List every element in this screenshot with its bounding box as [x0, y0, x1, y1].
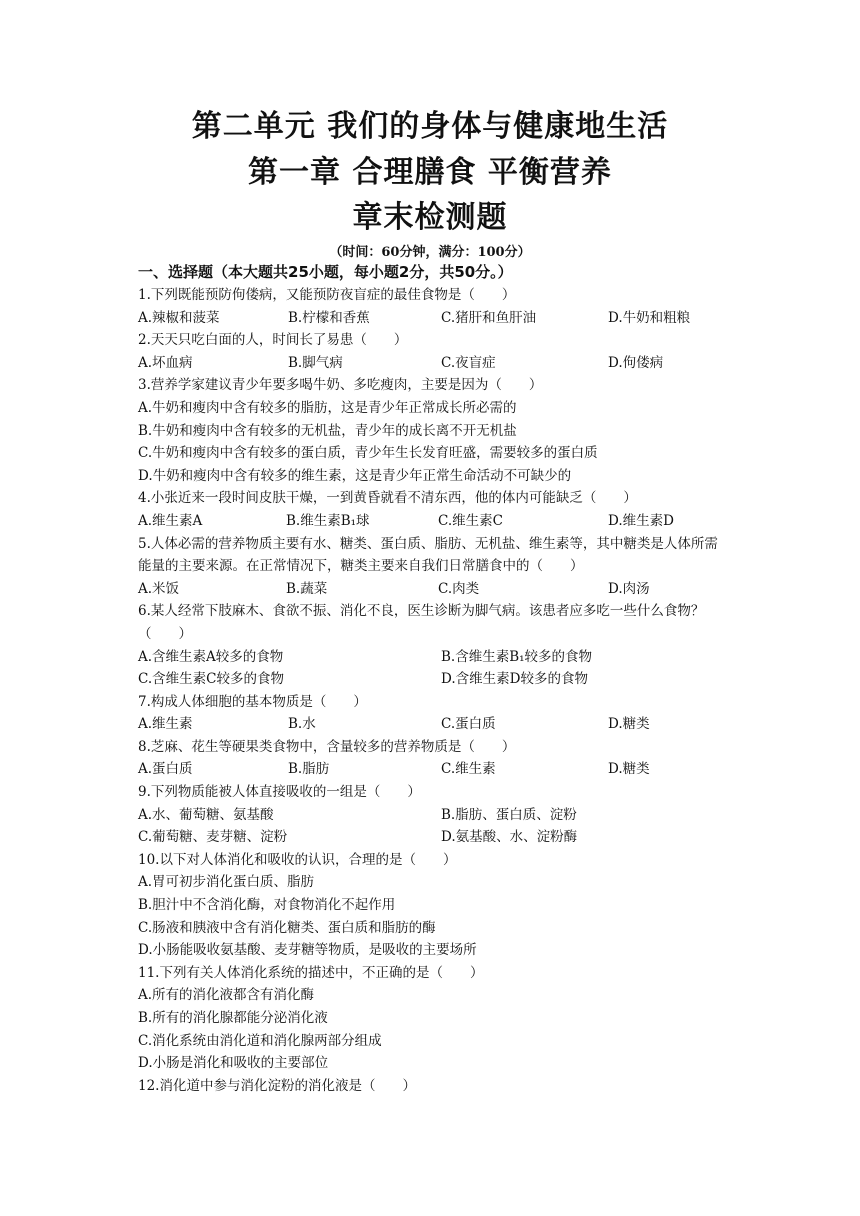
question-12: 12.消化道中参与消化淀粉的消化液是（ ） — [138, 1077, 416, 1094]
unit-title: 第二单元 我们的身体与健康地生活 — [191, 109, 669, 144]
options-row — [138, 646, 728, 669]
option-d: D.维生素D — [608, 512, 674, 529]
option-a: A.所有的消化液都含有消化酶 — [138, 987, 315, 1004]
option-c: C.肠液和胰液中含有消化糖类、蛋白质和脂肪的酶 — [138, 919, 436, 936]
options-row — [138, 804, 728, 827]
option-d: D.牛奶和粗粮 — [608, 309, 691, 326]
option-a: A.辣椒和菠菜 — [138, 309, 220, 326]
option-a: A.蛋白质 — [138, 761, 193, 778]
question-4: 4.小张近来一段时间皮肤干燥，一到黄昏就看不清东西，他的体内可能缺乏（ ） — [138, 490, 637, 507]
option-a: A.水、葡萄糖、氨基酸 — [138, 806, 274, 823]
option-d: D.小肠是消化和吸收的主要部位 — [138, 1055, 329, 1072]
options-row — [138, 510, 728, 533]
option-c: C.维生素C — [438, 512, 503, 529]
option-b: B.脚气病 — [288, 354, 343, 371]
option-d: D.含维生素D较多的食物 — [441, 671, 588, 688]
option-c: C.葡萄糖、麦芽糖、淀粉 — [138, 829, 288, 846]
option-d: D.糖类 — [608, 716, 650, 733]
options-row — [138, 307, 728, 330]
option-c: C.夜盲症 — [441, 354, 496, 371]
option-b: B.柠檬和香蕉 — [288, 309, 370, 326]
option-c: C.消化系统由消化道和消化腺两部分组成 — [138, 1032, 382, 1049]
question-7: 7.构成人体细胞的基本物质是（ ） — [138, 693, 367, 710]
option-b: B.水 — [288, 716, 316, 733]
option-a: A.含维生素A较多的食物 — [138, 648, 284, 665]
options-row — [138, 352, 728, 375]
question-6: 6.某人经常下肢麻木、食欲不振、消化不良，医生诊断为脚气病。该患者应多吃一些什么食物？（ ） — [138, 603, 705, 642]
option-b: B.脂肪、蛋白质、淀粉 — [441, 806, 577, 823]
question-1: 1.下列既能预防佝偻病，又能预防夜盲症的最佳食物是（ ） — [138, 287, 516, 303]
question-5: 5.人体必需的营养物质主要有水、糖类、蛋白质、脂肪、无机盐、维生素等，其中糖类是人体所需能量的主要来源。在正常情况下，糖类主要来自我们日常膳食中的（ ） — [138, 535, 718, 575]
option-a: A.维生素A — [138, 512, 203, 529]
exam-meta: （时间：60分钟，满分：100分） — [329, 245, 531, 260]
option-b: B.所有的消化腺都能分泌消化液 — [138, 1010, 328, 1026]
option-a: A.胃可初步消化蛋白质、脂肪 — [138, 874, 315, 891]
question-2: 2.天天只吃白面的人，时间长了易患（ ） — [138, 332, 408, 349]
option-d: D.氨基酸、水、淀粉酶 — [441, 829, 578, 846]
option-d: D.糖类 — [608, 761, 650, 778]
option-b: B.维生素B₁球 — [286, 512, 370, 529]
option-b: B.蔬菜 — [286, 580, 328, 597]
options-row — [138, 668, 728, 691]
option-d: D.牛奶和瘦肉中含有较多的维生素，这是青少年正常生命活动不可缺少的 — [138, 467, 572, 484]
options-row — [138, 758, 728, 781]
option-c: C.维生素 — [441, 761, 496, 778]
option-a: A.维生素 — [138, 716, 193, 733]
options-row — [138, 578, 728, 601]
test-title: 章末检测题 — [352, 200, 508, 235]
chapter-title: 第一章 合理膳食 平衡营养 — [248, 155, 612, 190]
option-a: A.牛奶和瘦肉中含有较多的脂肪，这是青少年正常成长所必需的 — [138, 399, 517, 416]
option-b: B.脂肪 — [288, 761, 330, 778]
option-c: C.蛋白质 — [441, 716, 496, 733]
option-d: D.佝偻病 — [608, 354, 664, 371]
options-row — [138, 826, 728, 849]
option-c: C.牛奶和瘦肉中含有较多的蛋白质，青少年生长发育旺盛，需要较多的蛋白质 — [138, 445, 598, 462]
option-d: D.肉汤 — [608, 580, 650, 597]
question-8: 8.芝麻、花生等硬果类食物中，含量较多的营养物质是（ ） — [138, 738, 516, 755]
question-10: 10.以下对人体消化和吸收的认识，合理的是（ ） — [138, 851, 457, 868]
question-list — [138, 284, 728, 1097]
option-d: D.小肠能吸收氨基酸、麦芽糖等物质，是吸收的主要场所 — [138, 942, 477, 959]
options-row — [138, 713, 728, 736]
option-a: A.米饭 — [138, 580, 180, 597]
option-c: C.含维生素C较多的食物 — [138, 671, 284, 688]
question-9: 9.下列物质能被人体直接吸收的一组是（ ） — [138, 784, 421, 801]
option-a: A.坏血病 — [138, 354, 193, 371]
option-b: B.含维生素B₁较多的食物 — [441, 648, 593, 665]
question-11: 11.下列有关人体消化系统的描述中，不正确的是（ ） — [138, 964, 484, 981]
option-b: B.牛奶和瘦肉中含有较多的无机盐，青少年的成长离不开无机盐 — [138, 422, 517, 439]
option-c: C.肉类 — [438, 580, 480, 597]
option-c: C.猪肝和鱼肝油 — [441, 309, 537, 326]
question-3: 3.营养学家建议青少年要多喝牛奶、多吃瘦肉，主要是因为（ ） — [138, 377, 543, 394]
section-title: 一、选择题（本大题共25小题，每小题2分，共50分。） — [138, 263, 513, 281]
option-b: B.胆汁中不含消化酶，对食物消化不起作用 — [138, 897, 396, 914]
